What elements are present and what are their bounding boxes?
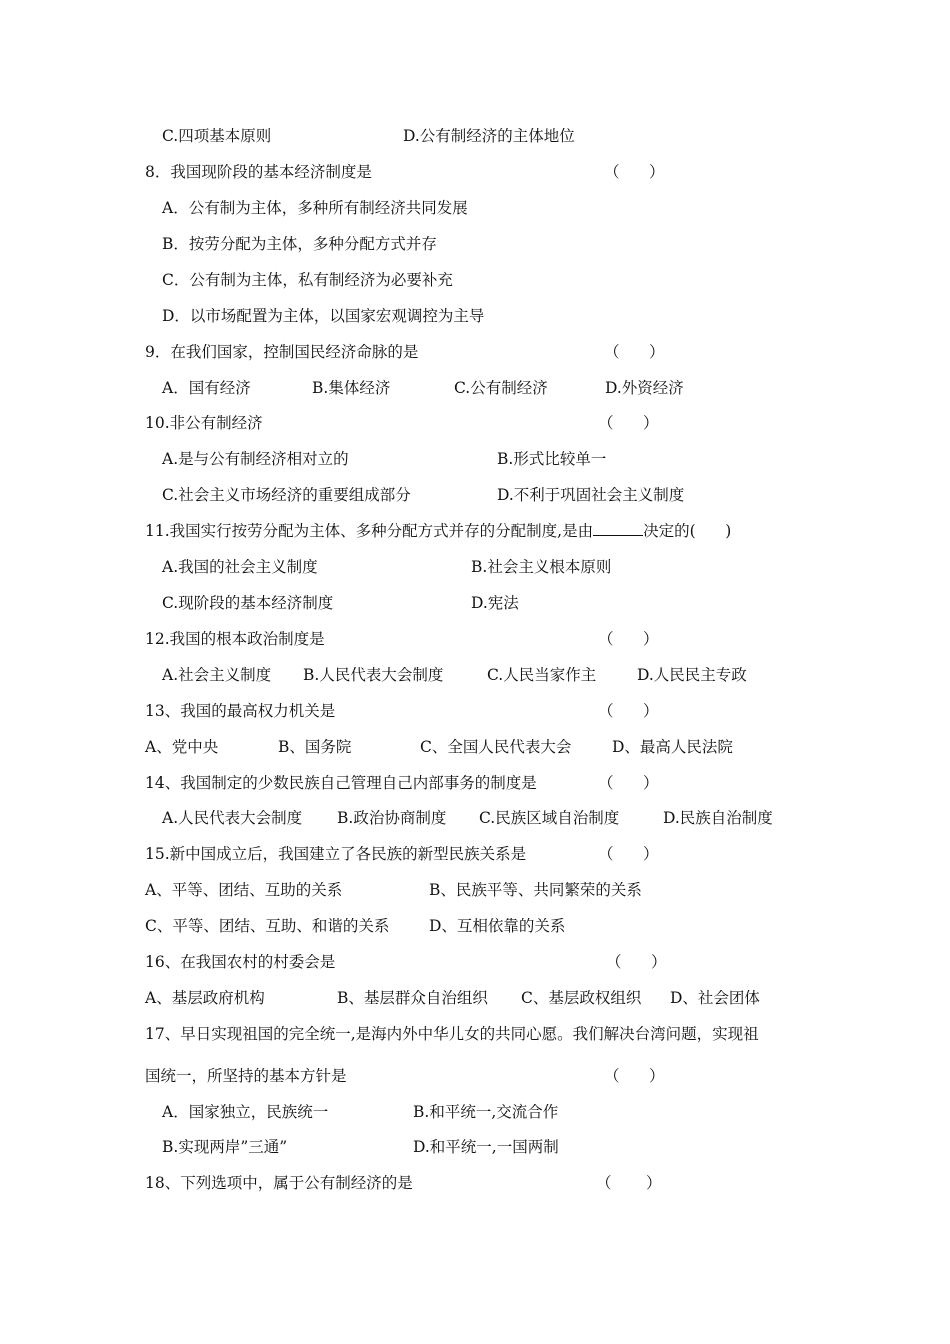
q15-option-c: C、平等、团结、互助、和谐的关系 — [145, 917, 390, 935]
q13-answer-paren: （ ） — [598, 702, 659, 720]
q12-answer-paren: （ ） — [598, 630, 659, 648]
q10-option-c: C.社会主义市场经济的重要组成部分 — [162, 486, 411, 504]
q7-option-d: D.公有制经济的主体地位 — [403, 127, 575, 145]
q11-option-b: B.社会主义根本原则 — [471, 558, 612, 576]
q13-option-a: A、党中央 — [145, 738, 219, 756]
q16-option-a: A、基层政府机构 — [145, 989, 265, 1007]
q14-stem: 14、我国制定的少数民族自己管理自己内部事务的制度是 — [145, 774, 537, 792]
q14-option-b: B.政治协商制度 — [337, 809, 447, 827]
q16-option-b: B、基层群众自治组织 — [337, 989, 488, 1007]
q17-stem-line2: 国统一，所坚持的基本方针是 — [145, 1067, 347, 1085]
q13-option-c: C、全国人民代表大会 — [420, 738, 572, 756]
q17-answer-paren: （ ） — [604, 1067, 665, 1085]
q12-option-d: D.人民民主专政 — [637, 666, 747, 684]
q17-option-d: D.和平统一,一国两制 — [413, 1138, 559, 1156]
q18-stem: 18、下列选项中，属于公有制经济的是 — [145, 1174, 413, 1192]
q8-option-b: B．按劳分配为主体，多种分配方式并存 — [162, 235, 437, 253]
q18-answer-paren: （ ） — [596, 1174, 662, 1192]
q16-answer-paren: （ ） — [606, 953, 667, 971]
q12-option-c: C.人民当家作主 — [487, 666, 597, 684]
q12-option-b: B.人民代表大会制度 — [303, 666, 444, 684]
q12-stem: 12.我国的根本政治制度是 — [145, 630, 325, 648]
q10-option-d: D.不利于巩固社会主义制度 — [497, 486, 685, 504]
q15-stem: 15.新中国成立后，我国建立了各民族的新型民族关系是 — [145, 845, 527, 863]
q13-option-d: D、最高人民法院 — [612, 738, 733, 756]
q17-option-c: B.实现两岸”三通” — [162, 1138, 288, 1156]
q10-option-b: B.形式比较单一 — [497, 450, 607, 468]
q9-option-d: D.外资经济 — [605, 379, 684, 397]
q9-option-c: C.公有制经济 — [454, 379, 548, 397]
q9-option-b: B.集体经济 — [312, 379, 391, 397]
q11-answer-paren: ( ) — [689, 522, 732, 540]
q11-stem-after: 决定的 — [643, 522, 690, 540]
q13-stem: 13、我国的最高权力机关是 — [145, 702, 336, 720]
q16-option-c: C、基层政权组织 — [521, 989, 642, 1007]
q14-answer-paren: （ ） — [598, 774, 659, 792]
q8-answer-paren: （ ） — [604, 163, 665, 181]
q16-option-d: D、社会团体 — [670, 989, 760, 1007]
q9-option-a: A．国有经济 — [162, 379, 251, 397]
q14-option-c: C.民族区域自治制度 — [479, 809, 620, 827]
q11-fill-blank — [593, 521, 643, 536]
q13-option-b: B、国务院 — [278, 738, 352, 756]
q11-stem-before: 11.我国实行按劳分配为主体、多种分配方式并存的分配制度,是由 — [145, 522, 594, 540]
q8-stem: 8．我国现阶段的基本经济制度是 — [145, 163, 372, 181]
q9-answer-paren: （ ） — [604, 343, 665, 361]
q8-option-c: C．公有制为主体，私有制经济为必要补充 — [162, 271, 453, 289]
q12-option-a: A.社会主义制度 — [162, 666, 272, 684]
q11-option-d: D.宪法 — [471, 594, 519, 612]
q14-option-a: A.人民代表大会制度 — [162, 809, 303, 827]
q10-stem: 10.非公有制经济 — [145, 414, 263, 432]
q15-answer-paren: （ ） — [598, 845, 659, 863]
q17-option-b: B.和平统一,交流合作 — [413, 1103, 559, 1121]
q14-option-d: D.民族自治制度 — [663, 809, 773, 827]
q15-option-b: B、民族平等、共同繁荣的关系 — [429, 881, 642, 899]
q11-option-a: A.我国的社会主义制度 — [162, 558, 318, 576]
q15-option-a: A、平等、团结、互助的关系 — [145, 881, 343, 899]
q17-stem-line1: 17、早日实现祖国的完全统一,是海内外中华儿女的共同心愿。我们解决台湾问题，实现祖 — [145, 1025, 759, 1043]
q11-stem — [145, 521, 731, 541]
q8-option-d: D．以市场配置为主体，以国家宏观调控为主导 — [162, 307, 485, 325]
q15-option-d: D、互相依靠的关系 — [429, 917, 566, 935]
q11-option-c: C.现阶段的基本经济制度 — [162, 594, 334, 612]
q16-stem: 16、在我国农村的村委会是 — [145, 953, 336, 971]
q7-option-c: C.四项基本原则 — [162, 127, 272, 145]
q9-stem: 9．在我们国家，控制国民经济命脉的是 — [145, 343, 419, 361]
q17-option-a: A．国家独立，民族统一 — [162, 1103, 329, 1121]
q10-option-a: A.是与公有制经济相对立的 — [162, 450, 349, 468]
q8-option-a: A．公有制为主体，多种所有制经济共同发展 — [162, 199, 468, 217]
q10-answer-paren: （ ） — [598, 414, 659, 432]
